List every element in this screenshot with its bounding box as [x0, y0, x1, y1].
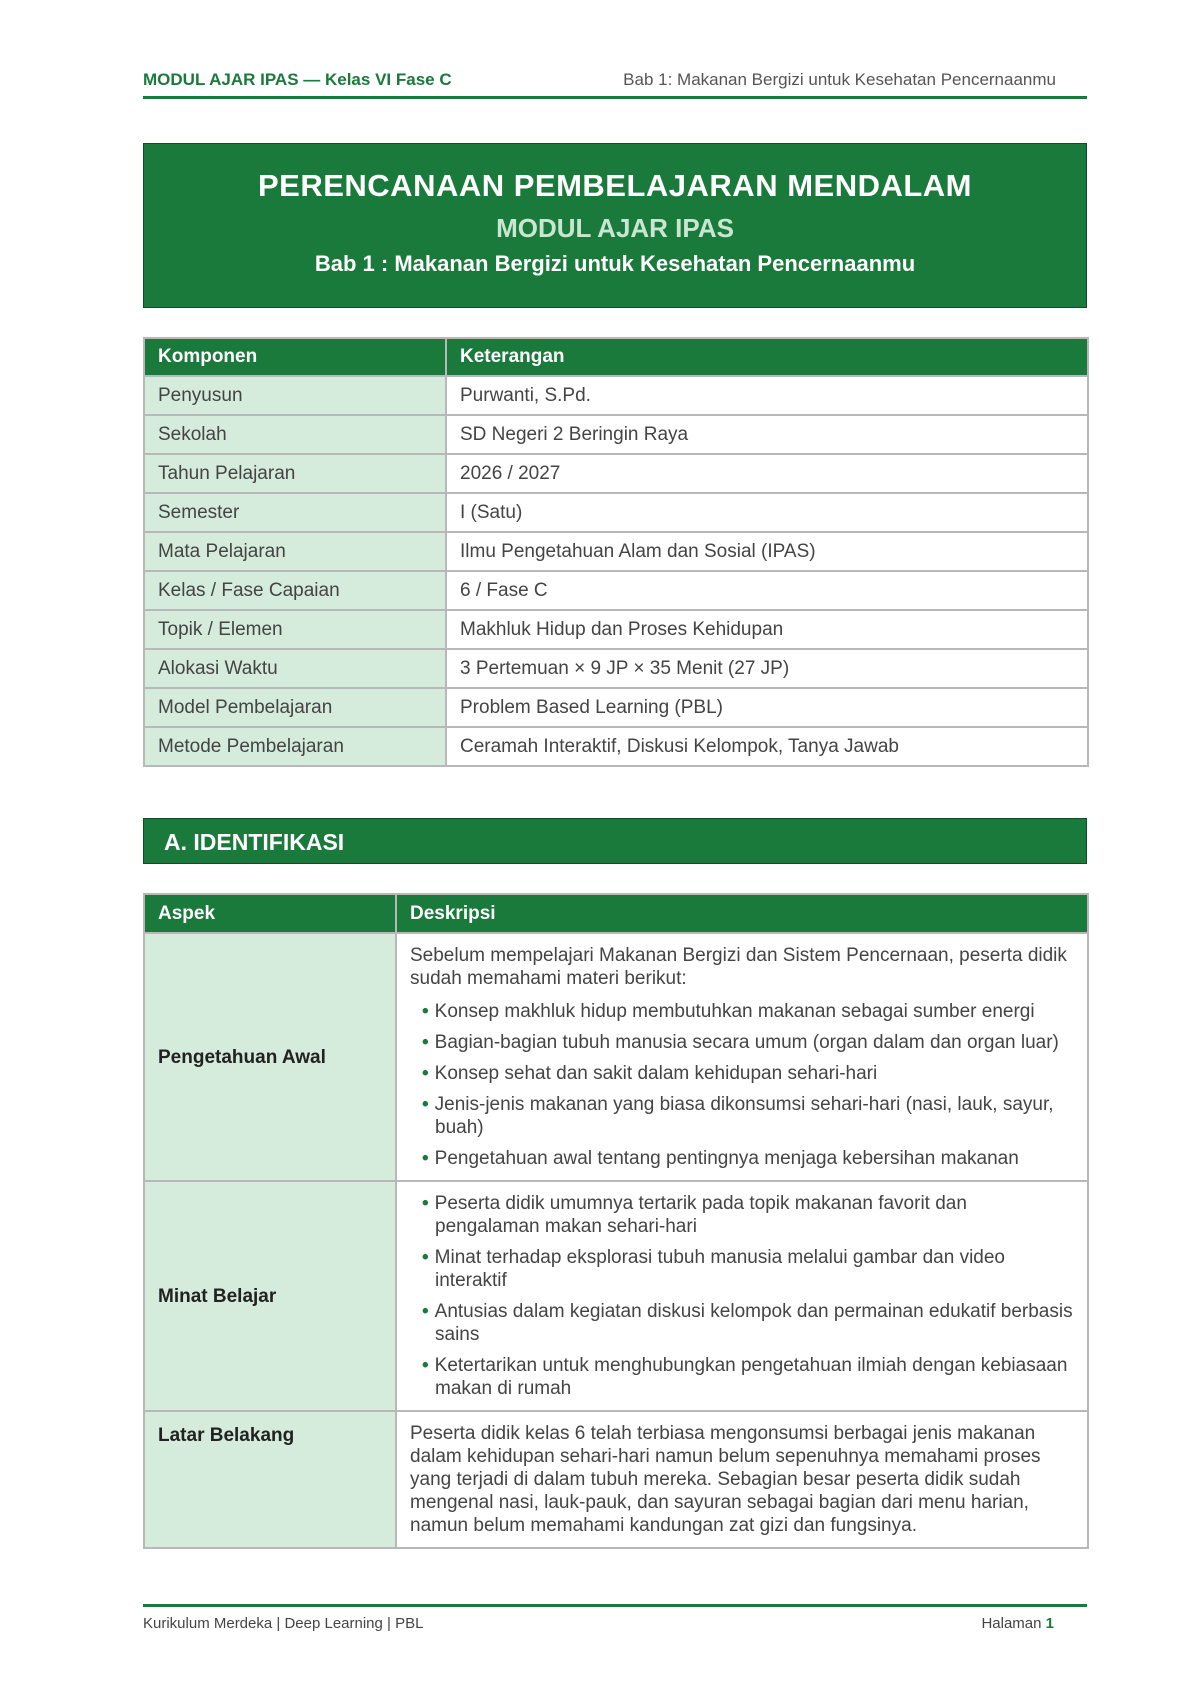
info-header-komponen: Komponen: [144, 338, 446, 376]
list-item: • Konsep makhluk hidup membutuhkan makanan sebagai sumber energi: [410, 1000, 1074, 1023]
info-value: Ceramah Interaktif, Diskusi Kelompok, Tanya Jawab: [446, 727, 1088, 766]
description-intro: Sebelum mempelajari Makanan Bergizi dan Sistem Pencernaan, peserta didik sudah memahami materi berikut:: [410, 945, 1067, 989]
info-key: Tahun Pelajaran: [144, 454, 446, 493]
table-row: [144, 454, 1088, 493]
info-value: 3 Pertemuan × 9 JP × 35 Menit (27 JP): [446, 649, 1088, 688]
info-table: [143, 337, 1089, 767]
table-row: [144, 933, 1088, 1181]
section-title: A. IDENTIFIKASI: [164, 829, 345, 855]
identification-table: [143, 893, 1089, 1549]
list-item: • Pengetahuan awal tentang pentingnya menjaga kebersihan makanan: [410, 1147, 1074, 1170]
banner-subtitle: MODUL AJAR IPAS: [496, 213, 734, 243]
table-row: [144, 727, 1088, 766]
bullet-list: [410, 1000, 1074, 1170]
section-heading-identifikasi: [143, 818, 1087, 864]
table-row: [144, 571, 1088, 610]
ident-header-aspek: Aspek: [144, 894, 396, 933]
list-item: • Jenis-jenis makanan yang biasa dikonsumsi sehari-hari (nasi, lauk, sayur, buah): [410, 1093, 1074, 1139]
table-row: [144, 688, 1088, 727]
info-table-header: [144, 338, 1088, 376]
bullet-list: [410, 1192, 1074, 1400]
list-item: • Antusias dalam kegiatan diskusi kelompok dan permainan edukatif berbasis sains: [410, 1300, 1074, 1346]
info-value: 6 / Fase C: [446, 571, 1088, 610]
info-key: Kelas / Fase Capaian: [144, 571, 446, 610]
table-row: [144, 1411, 1088, 1548]
description-latar-belakang: Peserta didik kelas 6 telah terbiasa mengonsumsi berbagai jenis makanan dalam kehidupan sehari-hari namun belum sepenuhnya memahami proses yang terjadi di dalam tubuh mereka. Sebagian besar peserta didik sudah mengenal nasi, lauk-pauk, dan sayuran sebagai bagian dari menu harian, namun belum memahami kandungan zat gizi dan fungsinya.: [396, 1411, 1088, 1548]
list-item: • Peserta didik umumnya tertarik pada topik makanan favorit dan pengalaman makan sehari-hari: [410, 1192, 1074, 1238]
info-value: 2026 / 2027: [446, 454, 1088, 493]
aspect-pengetahuan-awal: Pengetahuan Awal: [144, 933, 396, 1181]
footer-page: [981, 1615, 1054, 1632]
running-header: [143, 70, 1087, 99]
list-item: • Konsep sehat dan sakit dalam kehidupan sehari-hari: [410, 1062, 1074, 1085]
info-key: Metode Pembelajaran: [144, 727, 446, 766]
footer: [143, 1604, 1087, 1637]
table-row: [144, 493, 1088, 532]
footer-curriculum: Kurikulum Merdeka | Deep Learning | PBL: [143, 1615, 424, 1632]
aspect-latar-belakang: Latar Belakang: [144, 1411, 396, 1548]
list-item: • Ketertarikan untuk menghubungkan pengetahuan ilmiah dengan kebiasaan makan di rumah: [410, 1354, 1074, 1400]
info-key: Sekolah: [144, 415, 446, 454]
page-number: 1: [1045, 1615, 1054, 1632]
banner-title: PERENCANAAN PEMBELAJARAN MENDALAM: [257, 168, 972, 203]
page-label: Halaman: [981, 1615, 1042, 1632]
info-key: Alokasi Waktu: [144, 649, 446, 688]
banner-chapter: Bab 1 : Makanan Bergizi untuk Kesehatan Pencernaanmu: [314, 251, 916, 276]
description-minat-belajar: [396, 1181, 1088, 1411]
description-pengetahuan-awal: [396, 933, 1088, 1181]
ident-table-header: [144, 894, 1088, 933]
info-key: Mata Pelajaran: [144, 532, 446, 571]
info-key: Topik / Elemen: [144, 610, 446, 649]
info-value: Purwanti, S.Pd.: [446, 376, 1088, 415]
info-value: Problem Based Learning (PBL): [446, 688, 1088, 727]
list-item: • Bagian-bagian tubuh manusia secara umum (organ dalam dan organ luar): [410, 1031, 1074, 1054]
info-value: Ilmu Pengetahuan Alam dan Sosial (IPAS): [446, 532, 1088, 571]
title-banner: [143, 143, 1087, 308]
info-header-keterangan: Keterangan: [446, 338, 1088, 376]
info-key: Semester: [144, 493, 446, 532]
running-header-title: MODUL AJAR IPAS — Kelas VI Fase C: [143, 70, 452, 89]
table-row: [144, 532, 1088, 571]
info-value: Makhluk Hidup dan Proses Kehidupan: [446, 610, 1088, 649]
info-value: I (Satu): [446, 493, 1088, 532]
info-key: Model Pembelajaran: [144, 688, 446, 727]
table-row: [144, 376, 1088, 415]
aspect-minat-belajar: Minat Belajar: [144, 1181, 396, 1411]
ident-header-deskripsi: Deskripsi: [396, 894, 1088, 933]
info-key: Penyusun: [144, 376, 446, 415]
list-item: • Minat terhadap eksplorasi tubuh manusia melalui gambar dan video interaktif: [410, 1246, 1074, 1292]
info-value: SD Negeri 2 Beringin Raya: [446, 415, 1088, 454]
table-row: [144, 1181, 1088, 1411]
table-row: [144, 415, 1088, 454]
table-row: [144, 610, 1088, 649]
table-row: [144, 649, 1088, 688]
running-header-chapter: Bab 1: Makanan Bergizi untuk Kesehatan Pencernaanmu: [623, 70, 1056, 89]
